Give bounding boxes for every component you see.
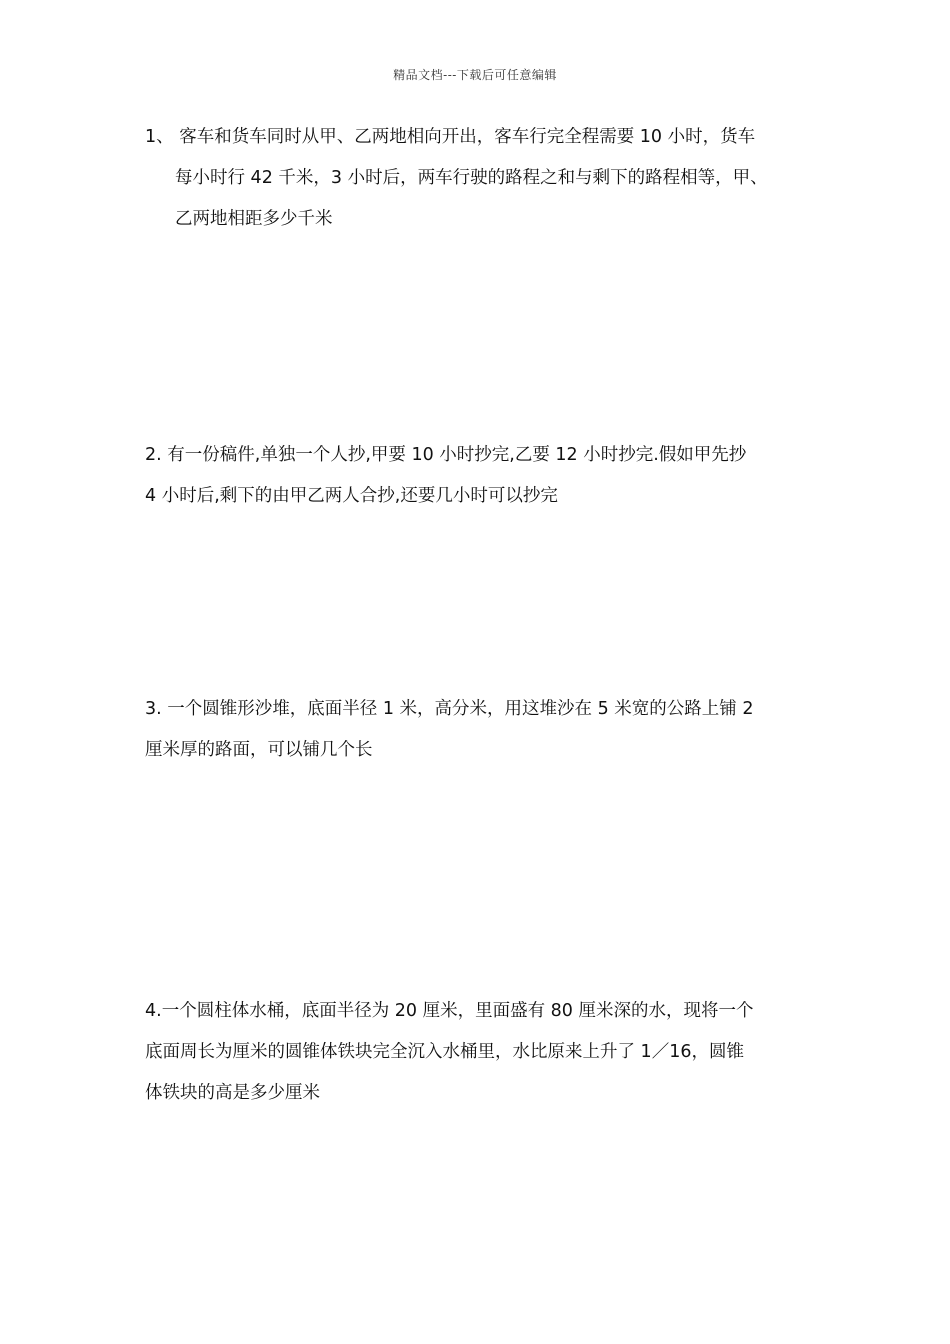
question-2 xyxy=(145,435,810,517)
question-1-line-1: 1、 客车和货车同时从甲、乙两地相向开出，客车行完全程需要 10 小时，货车 xyxy=(145,127,756,147)
question-3-line-1: 3. 一个圆锥形沙堆，底面半径 1 米，高分米，用这堆沙在 5 米宽的公路上铺 2 xyxy=(145,699,754,719)
question-3 xyxy=(145,689,810,771)
question-4-line-3: 体铁块的高是多少厘米 xyxy=(145,1083,320,1103)
question-2-line-1: 2. 有一份稿件,单独一个人抄,甲要 10 小时抄完,乙要 12 小时抄完.假如甲先抄 xyxy=(145,445,747,465)
question-1-line-3: 乙两地相距多少千米 xyxy=(175,209,333,229)
question-4-line-2: 底面周长为厘米的圆锥体铁块完全沉入水桶里，水比原来上升了 1／16，圆锥 xyxy=(145,1042,744,1062)
question-2-line-2: 4 小时后,剩下的由甲乙两人合抄,还要几小时可以抄完 xyxy=(145,486,558,506)
question-3-line-2: 厘米厚的路面，可以铺几个长 xyxy=(145,740,373,760)
page-header: 精品文档---下载后可任意编辑 xyxy=(393,68,557,82)
question-1 xyxy=(145,117,810,240)
question-4-line-1: 4.一个圆柱体水桶，底面半径为 20 厘米，里面盛有 80 厘米深的水，现将一个 xyxy=(145,1001,754,1021)
question-4 xyxy=(145,991,810,1114)
question-1-line-2: 每小时行 42 千米，3 小时后，两车行驶的路程之和与剩下的路程相等，甲、 xyxy=(175,168,768,188)
